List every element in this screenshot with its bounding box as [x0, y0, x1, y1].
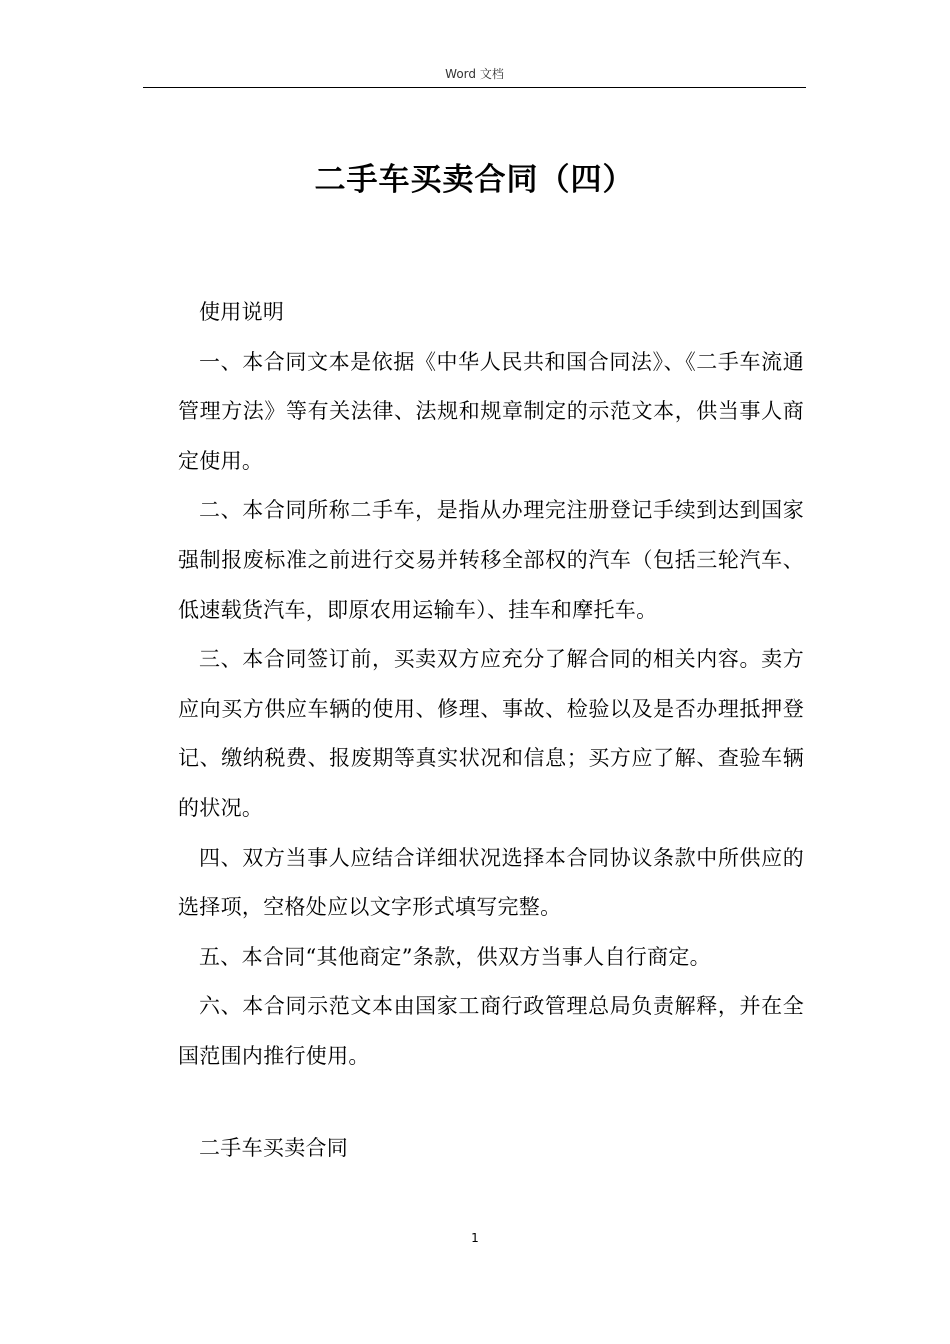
- page-number: 1: [471, 1231, 479, 1245]
- header-text: Word 文档: [445, 67, 504, 81]
- header-rule: [143, 87, 806, 88]
- paragraph-item-5: 五、本合同“其他商定”条款，供双方当事人自行商定。: [199, 944, 711, 969]
- paragraph-item-1: 一、本合同文本是依据《中华人民共和国合同法》、《二手车流通管理方法》等有关法律、法规和规章制定的示范文本，供当事人商定使用。: [178, 349, 804, 473]
- paragraph-item-4: 四、双方当事人应结合详细状况选择本合同协议条款中所供应的选择项，空格处应以文字形式填写完整。: [178, 845, 804, 920]
- paragraph-item-2: 二、本合同所称二手车，是指从办理完注册登记手续到达到国家强制报废标准之前进行交易并转移全部权的汽车（包括三轮汽车、低速载货汽车，即原农用运输车）、挂车和摩托车。: [178, 498, 804, 622]
- document-body: [178, 288, 804, 1173]
- page-header: [143, 0, 806, 89]
- paragraph-item-6: 六、本合同示范文本由国家工商行政管理总局负责解释，并在全国范围内推行使用。: [178, 994, 804, 1068]
- paragraph-item-3: 三、本合同签订前，买卖双方应充分了解合同的相关内容。卖方应向买方供应车辆的使用、修理、事故、检验以及是否办理抵押登记、缴纳税费、报废期等真实状况和信息；买方应了解、查验车辆的状况。: [178, 647, 804, 820]
- section-gap: [178, 1082, 804, 1124]
- document-title: 二手车买卖合同（四）: [314, 162, 635, 198]
- section-heading: 二手车买卖合同: [199, 1135, 349, 1160]
- paragraph-usage-heading: 使用说明: [199, 300, 285, 324]
